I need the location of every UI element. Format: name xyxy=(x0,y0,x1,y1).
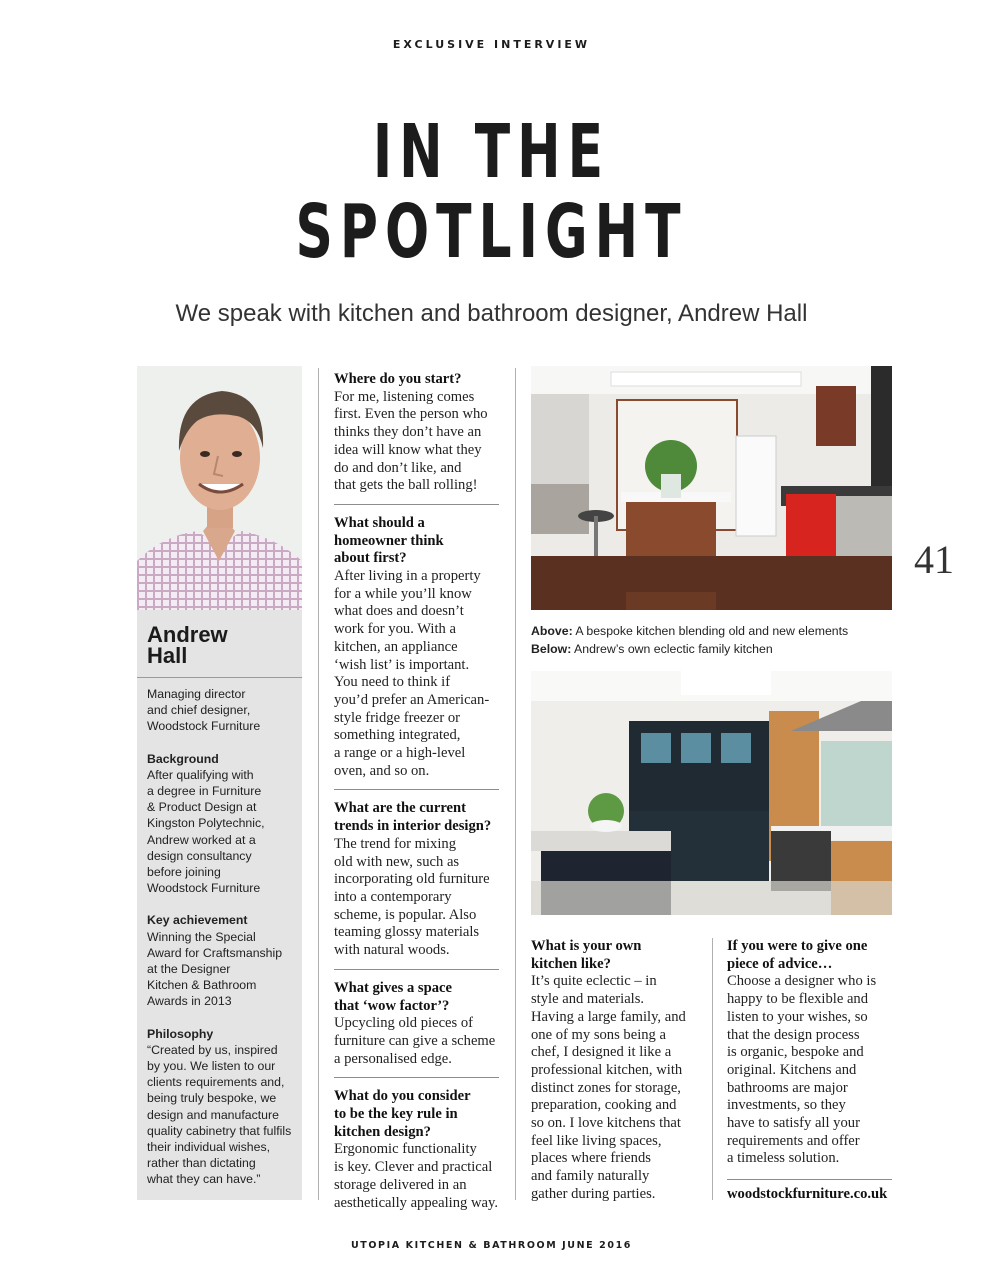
answer-line: Upcycling old pieces of xyxy=(334,1015,474,1032)
role-line: Woodstock Furniture xyxy=(147,719,261,734)
answer-line: distinct zones for storage, xyxy=(531,1079,681,1096)
photo-captions xyxy=(531,623,891,658)
role-line: Managing director xyxy=(147,687,246,701)
interview-answer xyxy=(727,973,892,1168)
headline xyxy=(108,109,875,275)
kitchen-photo-above xyxy=(531,366,892,610)
interview-question xyxy=(334,800,499,835)
interview-answer xyxy=(334,1141,499,1212)
website-link[interactable]: woodstockfurniture.co.uk xyxy=(727,1186,888,1202)
answer-line: a range or a high-level xyxy=(334,745,466,762)
profile-details xyxy=(147,686,297,1204)
kitchen-photo-below xyxy=(531,671,892,915)
answer-line: chef, I designed it like a xyxy=(531,1044,672,1061)
answer-line: scheme, is popular. Also xyxy=(334,906,477,923)
answer-line: investments, so they xyxy=(727,1097,846,1114)
sidebar-divider xyxy=(137,677,302,678)
answer-line: and family naturally xyxy=(531,1168,650,1185)
answer-line: with natural woods. xyxy=(334,942,450,959)
interview-column-2 xyxy=(531,938,701,1204)
answer-line: Having a large family, and xyxy=(531,1008,686,1025)
answer-line: into a contemporary xyxy=(334,888,452,905)
answer-line: idea will know what they xyxy=(334,441,482,458)
answer-line: is organic, bespoke and xyxy=(727,1044,864,1061)
answer-line: teaming glossy materials xyxy=(334,924,480,941)
answer-line: requirements and offer xyxy=(727,1132,860,1149)
answer-line: incorporating old furniture xyxy=(334,871,490,888)
answer-line: professional kitchen, with xyxy=(531,1061,683,1078)
interview-answer xyxy=(334,1015,499,1068)
answer-line: have to satisfy all your xyxy=(727,1115,860,1132)
answer-line: original. Kitchens and xyxy=(727,1061,857,1078)
section-line: clients requirements and, xyxy=(147,1075,285,1090)
page-footer: UTOPIA KITCHEN & BATHROOM JUNE 2016 xyxy=(350,1240,633,1251)
interview-answer xyxy=(334,389,499,495)
section-line: by you. We listen to our xyxy=(147,1059,276,1074)
headline-line-2: SPOTLIGHT xyxy=(295,189,688,275)
section-line: After qualifying with xyxy=(147,767,254,782)
caption-text: Andrew’s own eclectic family kitchen xyxy=(571,641,773,656)
answer-line: old with new, such as xyxy=(334,853,460,870)
profile-role xyxy=(147,686,297,735)
question-line: If you were to give one xyxy=(727,938,868,954)
caption-above xyxy=(531,623,891,641)
page-number: 41 xyxy=(914,537,954,582)
question-line: What do you consider xyxy=(334,1088,471,1105)
question-line: kitchen design? xyxy=(334,1123,431,1140)
interview-question xyxy=(531,938,701,973)
profile-achievement xyxy=(147,912,297,1009)
question-line: What gives a space xyxy=(334,979,452,996)
section-line: what they can have.” xyxy=(147,1172,261,1187)
answer-line: what does and doesn’t xyxy=(334,603,464,620)
caption-below xyxy=(531,641,891,659)
kicker: EXCLUSIVE INTERVIEW xyxy=(392,38,591,51)
profile-name xyxy=(147,624,228,666)
role-line: and chief designer, xyxy=(147,703,251,718)
answer-line: The trend for mixing xyxy=(334,835,456,852)
section-line: Winning the Special xyxy=(147,929,256,944)
question-line: homeowner think xyxy=(334,532,444,549)
section-line: Kitchen & Bathroom xyxy=(147,978,257,993)
interview-answer xyxy=(531,973,701,1203)
interview-column-3 xyxy=(727,938,892,1168)
answer-line: a timeless solution. xyxy=(727,1150,840,1167)
caption-text: A bespoke kitchen blending old and new elements xyxy=(572,624,849,638)
interview-answer xyxy=(334,836,499,960)
answer-line: preparation, cooking and xyxy=(531,1097,677,1114)
answer-line: style and materials. xyxy=(531,991,645,1008)
section-line: rather than dictating xyxy=(147,1156,256,1171)
answer-line: a personalised edge. xyxy=(334,1050,452,1067)
answer-line: for a while you’ll know xyxy=(334,585,472,602)
profile-background xyxy=(147,751,297,897)
section-line: their individual wishes, xyxy=(147,1140,271,1155)
answer-line: oven, and so on. xyxy=(334,762,430,779)
question-divider xyxy=(334,1077,499,1078)
profile-philosophy xyxy=(147,1026,297,1188)
profile-sidebar xyxy=(137,366,302,1200)
interview-question xyxy=(334,1088,499,1141)
answer-line: ‘wish list’ is important. xyxy=(334,656,470,673)
question-line: about first? xyxy=(334,550,407,567)
interview-question xyxy=(334,371,499,389)
section-line: Award for Craftsmanship xyxy=(147,945,283,960)
section-line: Andrew worked at a xyxy=(147,832,256,847)
answer-line: so on. I love kitchens that xyxy=(531,1115,681,1132)
answer-line: kitchen, an appliance xyxy=(334,638,458,655)
question-line: Where do you start? xyxy=(334,371,462,387)
answer-line: bathrooms are major xyxy=(727,1079,848,1096)
caption-label: Above: xyxy=(531,624,573,638)
answer-line: is key. Clever and practical xyxy=(334,1159,493,1176)
answer-line: Ergonomic functionality xyxy=(334,1141,477,1158)
interview-column-1 xyxy=(334,371,499,1212)
column-divider xyxy=(712,938,713,1200)
section-line: quality cabinetry that fulfils xyxy=(147,1123,292,1138)
question-line: What should a xyxy=(334,514,425,531)
section-line: a degree in Furniture xyxy=(147,784,262,799)
portrait-photo xyxy=(137,366,302,610)
name-last: Hall xyxy=(147,643,188,668)
name-first: Andrew xyxy=(147,622,228,647)
question-line: kitchen like? xyxy=(531,955,611,972)
answer-line: style fridge freezer or xyxy=(334,709,460,726)
question-divider xyxy=(334,969,499,970)
section-heading: Philosophy xyxy=(147,1026,214,1041)
caption-label: Below: xyxy=(531,641,572,656)
answer-line: something integrated, xyxy=(334,727,461,744)
answer-line: After living in a property xyxy=(334,568,481,585)
answer-line: listen to your wishes, so xyxy=(727,1008,868,1025)
question-line: What are the current xyxy=(334,800,466,817)
answer-line: thinks they don’t have an xyxy=(334,424,482,441)
answer-line: You need to think if xyxy=(334,674,451,691)
answer-line: It’s quite eclectic – in xyxy=(531,973,657,990)
section-line: “Created by us, inspired xyxy=(147,1042,278,1057)
section-line: & Product Design at xyxy=(147,800,257,815)
answer-line: that gets the ball rolling! xyxy=(334,477,478,494)
column-divider xyxy=(318,368,319,1200)
answer-line: furniture can give a scheme xyxy=(334,1032,496,1049)
answer-line: one of my sons being a xyxy=(531,1026,666,1043)
column-divider xyxy=(515,368,516,1200)
section-line: Kingston Polytechnic, xyxy=(147,816,265,831)
headline-line-1: IN THE xyxy=(372,109,611,195)
section-line: before joining xyxy=(147,865,221,880)
answer-line: work for you. With a xyxy=(334,621,456,638)
interview-answer xyxy=(334,568,499,780)
answer-line: feel like living spaces, xyxy=(531,1132,662,1149)
interview-question xyxy=(727,938,892,973)
interview-question xyxy=(334,515,499,568)
answer-line: gather during parties. xyxy=(531,1185,656,1202)
answer-line: do and don’t like, and xyxy=(334,459,462,476)
answer-line: For me, listening comes xyxy=(334,388,475,405)
standfirst: We speak with kitchen and bathroom designer, Andrew Hall xyxy=(175,300,808,327)
section-line: at the Designer xyxy=(147,962,231,977)
question-line: to be the key rule in xyxy=(334,1106,458,1123)
question-divider xyxy=(334,504,499,505)
question-line: What is your own xyxy=(531,938,642,954)
section-line: design and manufacture xyxy=(147,1107,279,1122)
section-line: Awards in 2013 xyxy=(147,994,232,1009)
website-divider xyxy=(727,1179,892,1180)
answer-line: Choose a designer who is xyxy=(727,973,877,990)
section-line: design consultancy xyxy=(147,848,252,863)
question-divider xyxy=(334,789,499,790)
section-line: Woodstock Furniture xyxy=(147,881,261,896)
answer-line: aesthetically appealing way. xyxy=(334,1194,498,1211)
answer-line: happy to be flexible and xyxy=(727,991,869,1008)
question-line: that ‘wow factor’? xyxy=(334,997,450,1014)
interview-question xyxy=(334,980,499,1015)
answer-line: that the design process xyxy=(727,1026,860,1043)
question-line: piece of advice… xyxy=(727,955,833,972)
section-heading: Key achievement xyxy=(147,913,248,928)
section-line: being truly bespoke, we xyxy=(147,1091,277,1106)
question-line: trends in interior design? xyxy=(334,818,492,835)
section-heading: Background xyxy=(147,751,219,766)
answer-line: you’d prefer an American- xyxy=(334,691,490,708)
answer-line: first. Even the person who xyxy=(334,406,488,423)
answer-line: storage delivered in an xyxy=(334,1176,467,1193)
answer-line: places where friends xyxy=(531,1150,651,1167)
